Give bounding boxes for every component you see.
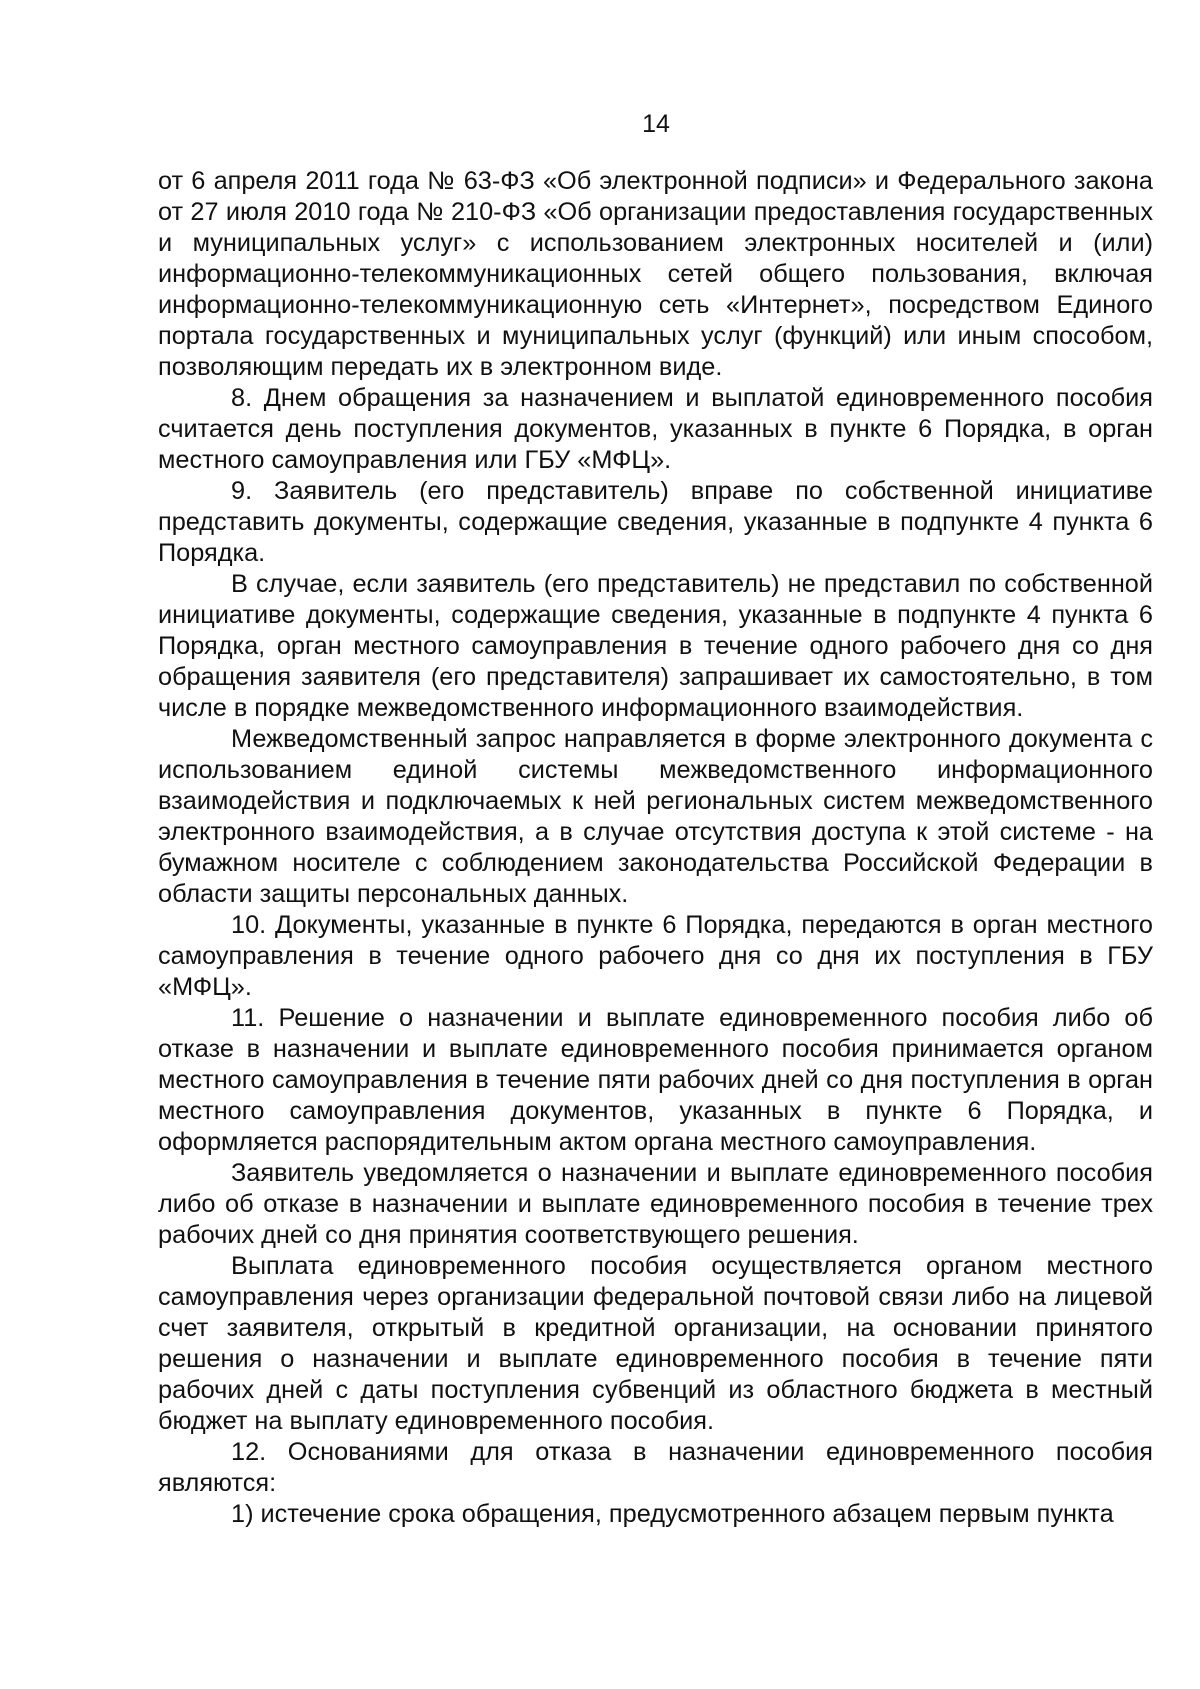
paragraph-item-12: 12. Основаниями для отказа в назначении единовременного пособия являются: <box>158 1438 1153 1497</box>
paragraph-subitem-1: 1) истечение срока обращения, предусмотренного абзацем первым пункта <box>231 1500 1114 1528</box>
paragraph-item-10: 10. Документы, указанные в пункте 6 Порядка, передаются в орган местного самоуправления в течение одного рабочего дня со дня их поступления в ГБУ «МФЦ». <box>158 911 1153 1001</box>
paragraph-continuation: от 6 апреля 2011 года № 63-ФЗ «Об электронной подписи» и Федерального закона от 27 июля 2010 года № 210-ФЗ «Об организации предоставления государственных и муниципальных услуг» с использованием электронных носителей и (или) информационно-телекоммуникационных сетей общего пользования, включая информационно-телекоммуникационную сеть «Интернет», посредством Единого портала государственных и муниципальных услуг (функций) или иным способом, позволяющим передать их в электронном виде. <box>158 167 1153 381</box>
paragraph-item-11: 11. Решение о назначении и выплате единовременного пособия либо об отказе в назначении и выплате единовременного пособия принимается органом местного самоуправления в течение пяти рабочих дней со дня поступления в орган местного самоуправления документов, указанных в пункте 6 Порядка, и оформляется распорядительным актом органа местного самоуправления. <box>158 1004 1153 1156</box>
paragraph-interagency-request: Межведомственный запрос направляется в форме электронного документа с использованием единой системы межведомственного информационного взаимодействия и подключаемых к ней региональных систем межведомственного электронного взаимодействия, а в случае отсутствия доступа к этой системе - на бумажном носителе с соблюдением законодательства Российской Федерации в области защиты персональных данных. <box>158 725 1153 908</box>
paragraph-item-8: 8. Днем обращения за назначением и выплатой единовременного пособия считается день поступления документов, указанных в пункте 6 Порядка, в орган местного самоуправления или ГБУ «МФЦ». <box>158 384 1153 474</box>
paragraph-item-9-case: В случае, если заявитель (его представитель) не представил по собственной инициативе документы, содержащие сведения, указанные в подпункте 4 пункта 6 Порядка, орган местного самоуправления в течение одного рабочего дня со дня обращения заявителя (его представителя) запрашивает их самостоятельно, в том числе в порядке межведомственного информационного взаимодействия. <box>158 570 1153 722</box>
page-number: 14 <box>642 110 670 138</box>
paragraph-item-9: 9. Заявитель (его представитель) вправе по собственной инициативе представить документы, содержащие сведения, указанные в подпункте 4 пункта 6 Порядка. <box>158 477 1153 567</box>
paragraph-applicant-notice: Заявитель уведомляется о назначении и выплате единовременного пособия либо об отказе в назначении и выплате единовременного пособия в течение трех рабочих дней со дня принятия соответствующего решения. <box>158 1159 1153 1249</box>
paragraph-payment: Выплата единовременного пособия осуществляется органом местного самоуправления через организации федеральной почтовой связи либо на лицевой счет заявителя, открытый в кредитной организации, на основании принятого решения о назначении и выплате единовременного пособия в течение пяти рабочих дней с даты поступления субвенций из областного бюджета в местный бюджет на выплату единовременного пособия. <box>158 1252 1153 1435</box>
document-body <box>158 166 1153 1530</box>
